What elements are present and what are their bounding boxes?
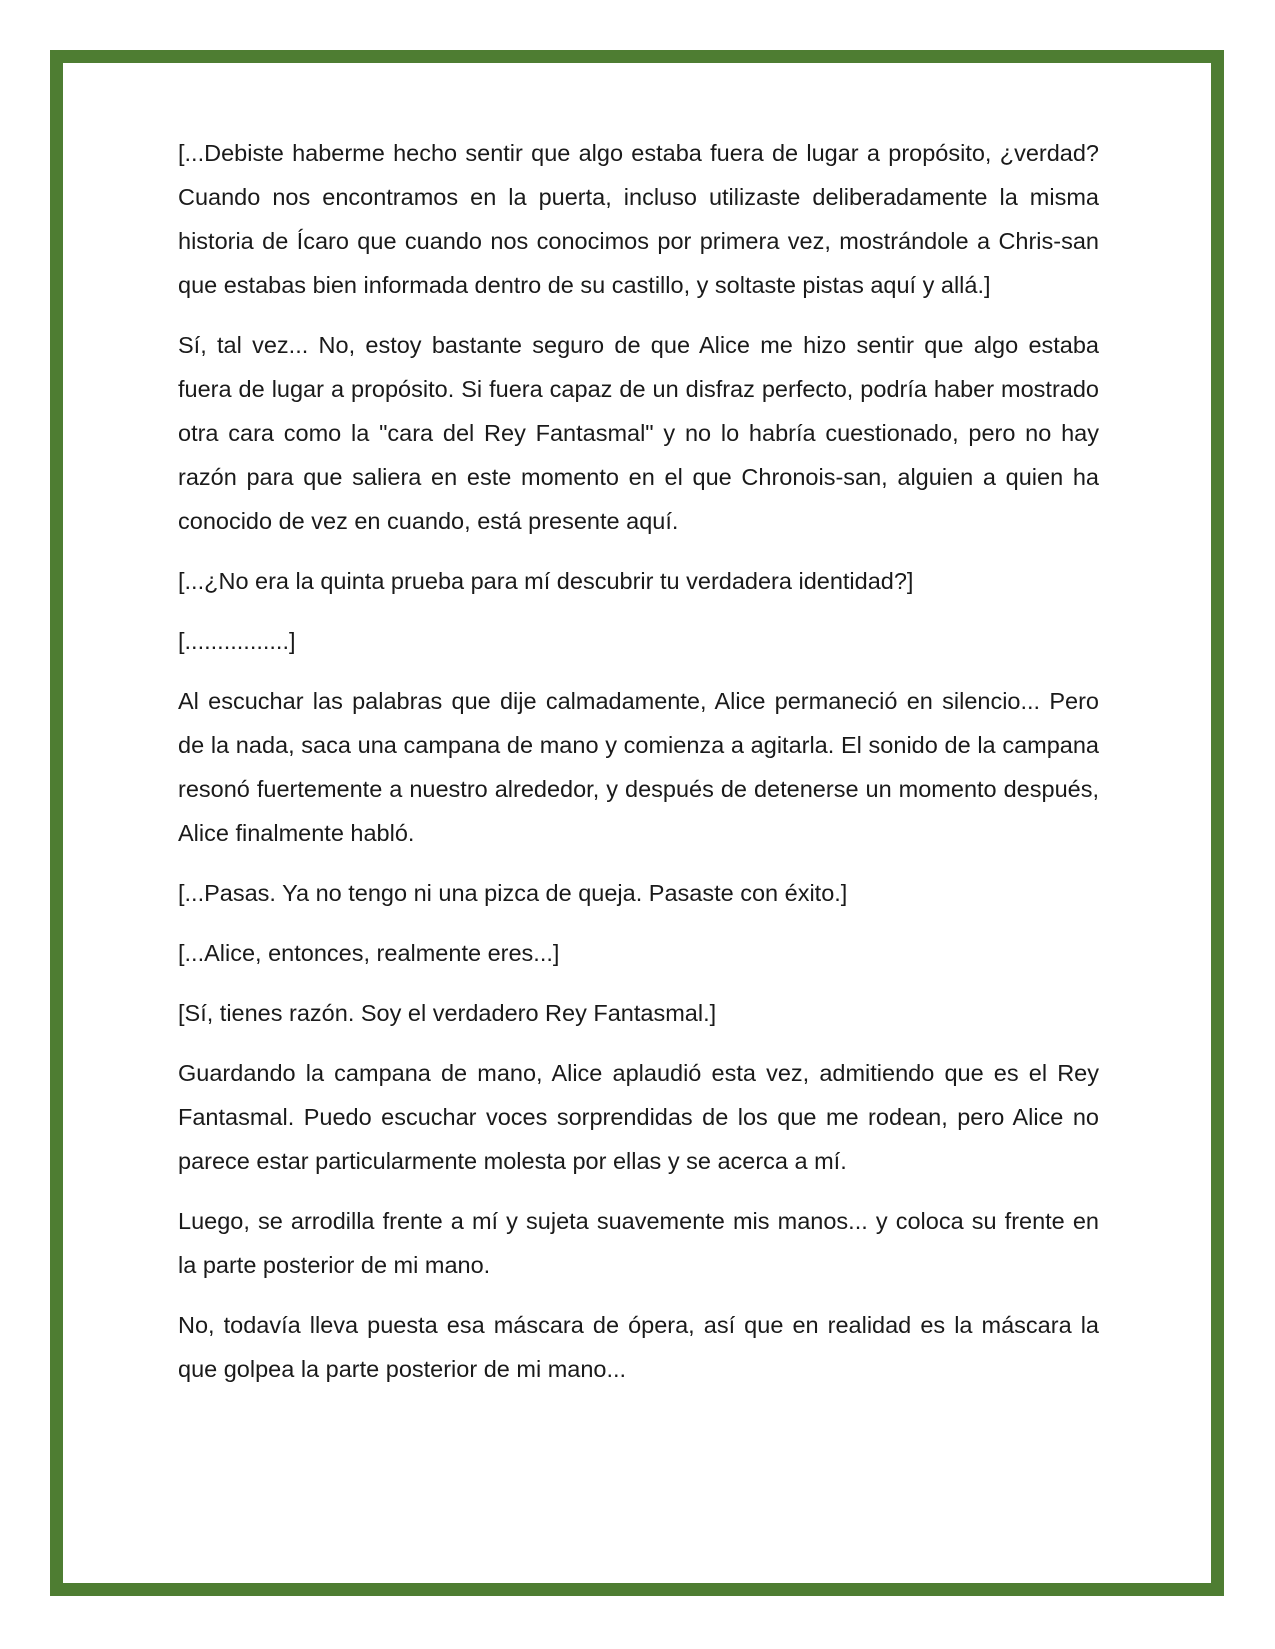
text-body: [178, 131, 1099, 1407]
paragraph: [Sí, tienes razón. Soy el verdadero Rey Fantasmal.]: [178, 1000, 717, 1026]
paragraph: [...Debiste haberme hecho sentir que algo estaba fuera de lugar a propósito, ¿verdad? Cuando nos encontramos en la puerta, incluso utilizaste deliberadamente la misma historia de Ícaro que cuando nos conocimos por primera vez, mostrándole a Chris-san que estabas bien informada dentro de su castillo, y soltaste pistas aquí y allá.]: [178, 140, 1099, 298]
paragraph: Sí, tal vez... No, estoy bastante seguro de que Alice me hizo sentir que algo estaba fuera de lugar a propósito. Si fuera capaz de un disfraz perfecto, podría haber mostrado otra cara como la "cara del Rey Fantasmal" y no lo habría cuestionado, pero no hay razón para que saliera en este momento en el que Chronois-san, alguien a quien ha conocido de vez en cuando, está presente aquí.: [178, 332, 1099, 534]
paragraph: [................]: [178, 628, 296, 654]
paragraph: No, todavía lleva puesta esa máscara de ópera, así que en realidad es la máscara la que golpea la parte posterior de mi mano...: [178, 1312, 1099, 1382]
paragraph: [...¿No era la quinta prueba para mí descubrir tu verdadera identidad?]: [178, 568, 914, 594]
paragraph: Guardando la campana de mano, Alice aplaudió esta vez, admitiendo que es el Rey Fantasmal. Puedo escuchar voces sorprendidas de los que me rodean, pero Alice no parece estar particularmente molesta por ellas y se acerca a mí.: [178, 1060, 1099, 1174]
page-frame: [50, 50, 1224, 1596]
paragraph: Al escuchar las palabras que dije calmadamente, Alice permaneció en silencio... Pero de la nada, saca una campana de mano y comienza a agitarla. El sonido de la campana resonó fuertemente a nuestro alrededor, y después de detenerse un momento después, Alice finalmente habló.: [178, 688, 1099, 846]
paragraph: Luego, se arrodilla frente a mí y sujeta suavemente mis manos... y coloca su frente en la parte posterior de mi mano.: [178, 1208, 1099, 1278]
paragraph: [...Pasas. Ya no tengo ni una pizca de queja. Pasaste con éxito.]: [178, 880, 848, 906]
paragraph: [...Alice, entonces, realmente eres...]: [178, 940, 560, 966]
